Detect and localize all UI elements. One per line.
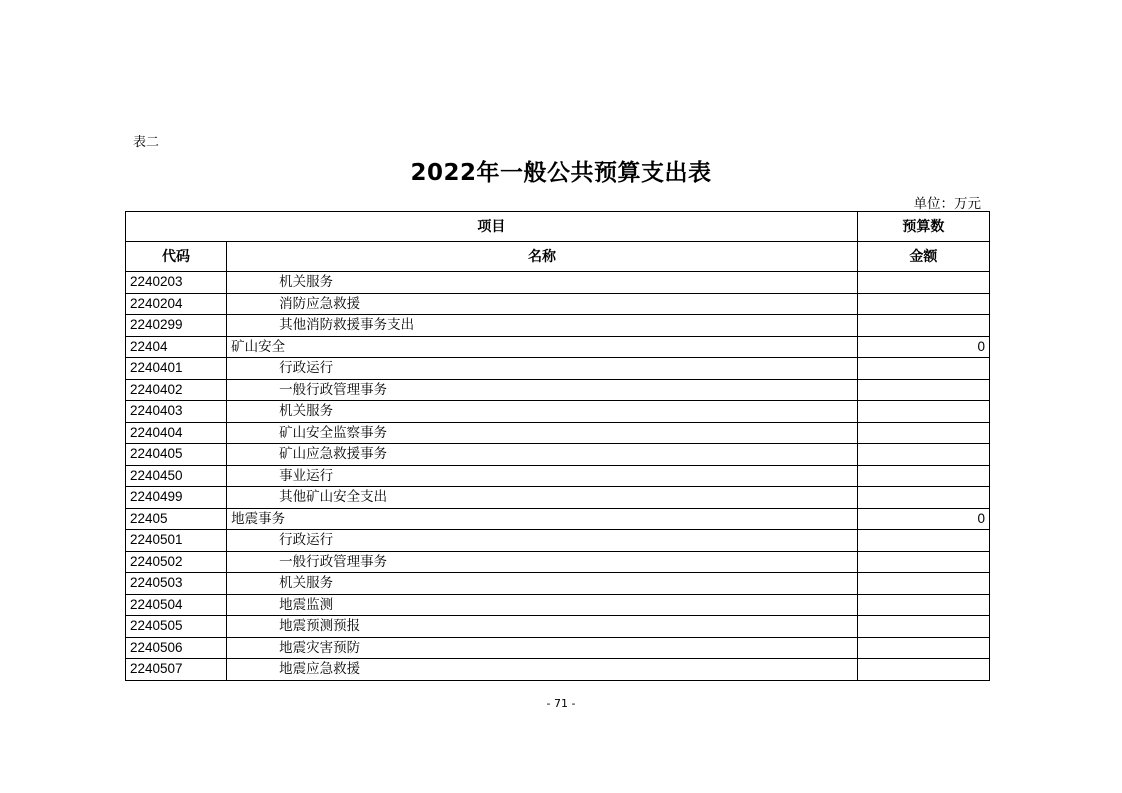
row-code: 2240203: [126, 272, 227, 294]
row-code: 2240204: [126, 293, 227, 315]
table-row: [126, 594, 990, 616]
header-budget: 预算数: [857, 212, 989, 242]
row-name: 矿山安全: [227, 336, 858, 358]
row-code: 2240503: [126, 573, 227, 595]
row-name: 行政运行: [227, 530, 858, 552]
row-name: 其他消防救援事务支出: [227, 315, 858, 337]
page-number: - 71 -: [546, 697, 576, 710]
table-row: [126, 422, 990, 444]
row-amount: [857, 637, 989, 659]
table-body: [126, 272, 990, 681]
table-label: 表二: [133, 135, 160, 150]
row-name: 消防应急救援: [227, 293, 858, 315]
table-row: [126, 659, 990, 681]
table-row: [126, 401, 990, 423]
row-code: 2240401: [126, 358, 227, 380]
row-code: 2240405: [126, 444, 227, 466]
row-code: 2240506: [126, 637, 227, 659]
row-amount: [857, 444, 989, 466]
row-name: 地震事务: [227, 508, 858, 530]
row-amount: [857, 272, 989, 294]
row-amount: [857, 659, 989, 681]
row-code: 2240450: [126, 465, 227, 487]
table-row: [126, 336, 990, 358]
row-amount: [857, 401, 989, 423]
table-row: [126, 465, 990, 487]
row-amount: [857, 530, 989, 552]
header-amount: 金额: [857, 242, 989, 272]
row-amount: [857, 487, 989, 509]
unit-label: 单位：万元: [913, 196, 981, 212]
table-row: [126, 315, 990, 337]
row-name: 地震预测预报: [227, 616, 858, 638]
header-code: 代码: [126, 242, 227, 272]
page-title: 2022年一般公共预算支出表: [410, 160, 712, 186]
row-name: 事业运行: [227, 465, 858, 487]
row-name: 一般行政管理事务: [227, 551, 858, 573]
row-code: 2240499: [126, 487, 227, 509]
row-name: 机关服务: [227, 573, 858, 595]
row-name: 其他矿山安全支出: [227, 487, 858, 509]
row-code: 2240404: [126, 422, 227, 444]
header-name: 名称: [227, 242, 858, 272]
row-name: 机关服务: [227, 272, 858, 294]
row-amount: [857, 422, 989, 444]
row-code: 2240507: [126, 659, 227, 681]
table-row: [126, 272, 990, 294]
table-row: [126, 573, 990, 595]
row-name: 地震灾害预防: [227, 637, 858, 659]
table-row: [126, 637, 990, 659]
row-name: 机关服务: [227, 401, 858, 423]
row-code: 2240402: [126, 379, 227, 401]
table-row: [126, 530, 990, 552]
row-code: 22404: [126, 336, 227, 358]
row-code: 2240501: [126, 530, 227, 552]
table-row: [126, 487, 990, 509]
header-item: 项目: [126, 212, 858, 242]
row-code: 2240502: [126, 551, 227, 573]
row-name: 矿山安全监察事务: [227, 422, 858, 444]
row-code: 22405: [126, 508, 227, 530]
row-amount: [857, 616, 989, 638]
row-amount: 0: [857, 508, 989, 530]
budget-table: [125, 211, 990, 681]
table-row: [126, 444, 990, 466]
row-amount: 0: [857, 336, 989, 358]
row-amount: [857, 315, 989, 337]
row-code: 2240504: [126, 594, 227, 616]
row-name: 一般行政管理事务: [227, 379, 858, 401]
table-row: [126, 616, 990, 638]
row-amount: [857, 358, 989, 380]
row-code: 2240299: [126, 315, 227, 337]
table-row: [126, 508, 990, 530]
table-row: [126, 358, 990, 380]
row-amount: [857, 465, 989, 487]
row-name: 行政运行: [227, 358, 858, 380]
row-amount: [857, 293, 989, 315]
header-row-1: [126, 212, 990, 242]
table-row: [126, 293, 990, 315]
row-name: 矿山应急救援事务: [227, 444, 858, 466]
row-amount: [857, 551, 989, 573]
row-code: 2240505: [126, 616, 227, 638]
header-row-2: [126, 242, 990, 272]
row-amount: [857, 573, 989, 595]
table-row: [126, 379, 990, 401]
row-name: 地震应急救援: [227, 659, 858, 681]
row-code: 2240403: [126, 401, 227, 423]
row-amount: [857, 594, 989, 616]
table-row: [126, 551, 990, 573]
row-name: 地震监测: [227, 594, 858, 616]
row-amount: [857, 379, 989, 401]
